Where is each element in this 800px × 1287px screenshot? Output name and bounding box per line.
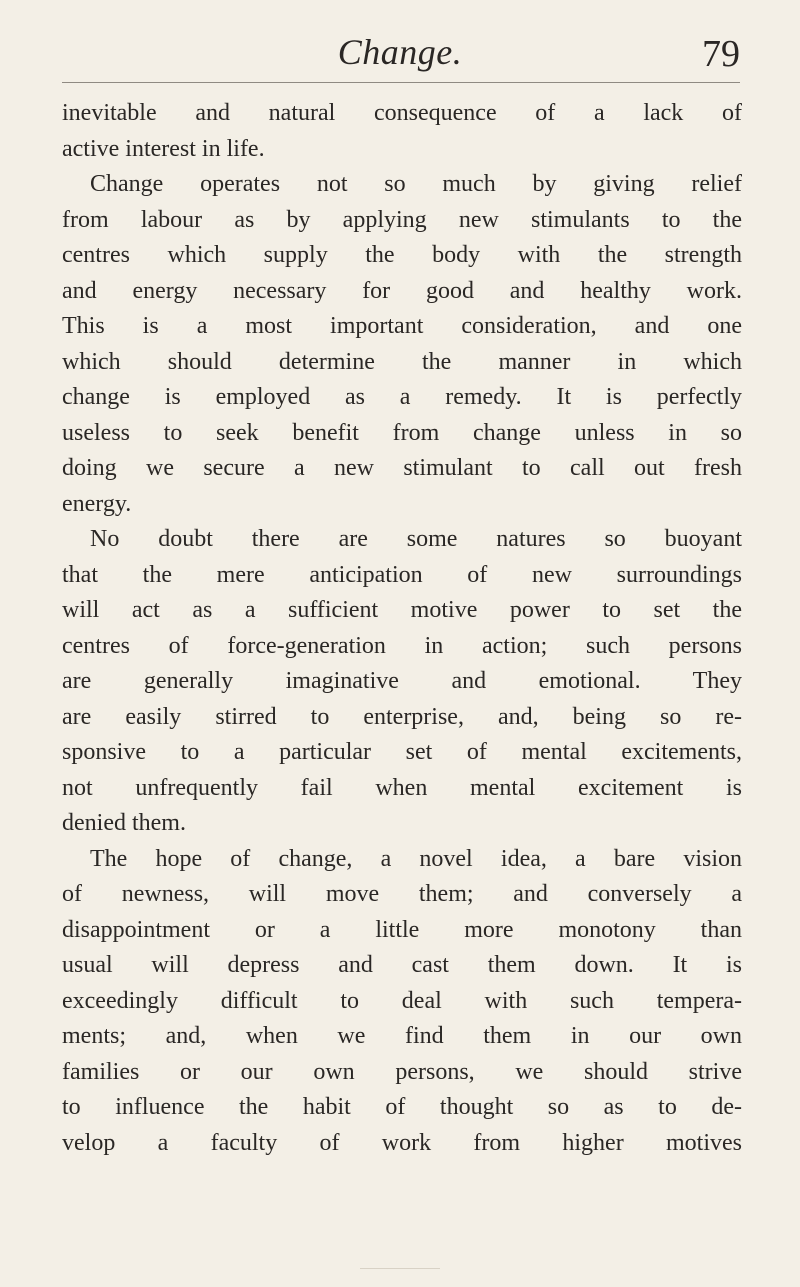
text-line: denied them. [62,810,186,836]
text-line: This is a most important consideration, and one [62,313,742,339]
text-line: to influence the habit of thought so as to de- [62,1094,742,1120]
text-line: change is employed as a remedy. It is perfectly [62,384,742,410]
text-line: are generally imaginative and emotional. They [62,668,742,694]
text-line: from labour as by applying new stimulants to the [62,206,742,233]
text-line: useless to seek benefit from change unless in so [62,419,742,446]
paragraph-start-line: Change operates not so much by giving relief [90,171,742,197]
text-line: which should determine the manner in which [62,348,742,375]
text-line: will act as a sufficient motive power to set the [62,597,742,623]
text-line: active interest in life. [62,135,265,162]
text-line: velop a faculty of work from higher motives [62,1129,742,1156]
header-rule [62,82,740,83]
text-line: sponsive to a particular set of mental excitements, [62,739,742,765]
text-line: of newness, will move them; and conversely a [62,881,742,907]
text-line: usual will depress and cast them down. It is [62,952,742,978]
text-line: disappointment or a little more monotony than [62,916,742,943]
text-line: doing we secure a new stimulant to call out fresh [62,455,742,481]
text-line: energy. [62,490,132,517]
text-line: are easily stirred to enterprise, and, being so re- [62,703,742,730]
text-line: families or our own persons, we should strive [62,1058,742,1085]
text-line: ments; and, when we find them in our own [62,1023,742,1049]
running-title: Change. [337,32,463,72]
text-line: exceedingly difficult to deal with such tempera- [62,987,742,1014]
bottom-rule [360,1268,440,1269]
text-line: and energy necessary for good and healthy work. [62,277,742,304]
text-line: centres of force-generation in action; such persons [62,632,742,659]
text-line: that the mere anticipation of new surroundings [62,561,742,588]
page-number: 79 [702,33,740,75]
text-line: centres which supply the body with the strength [62,242,742,268]
text-line: inevitable and natural consequence of a lack of [62,100,742,126]
paragraph-start-line: The hope of change, a novel idea, a bare vision [90,845,742,872]
body-text [62,96,742,1161]
paragraph-start-line: No doubt there are some natures so buoyant [90,526,742,552]
running-head [60,30,740,80]
text-line: not unfrequently fail when mental excitement is [62,774,742,801]
